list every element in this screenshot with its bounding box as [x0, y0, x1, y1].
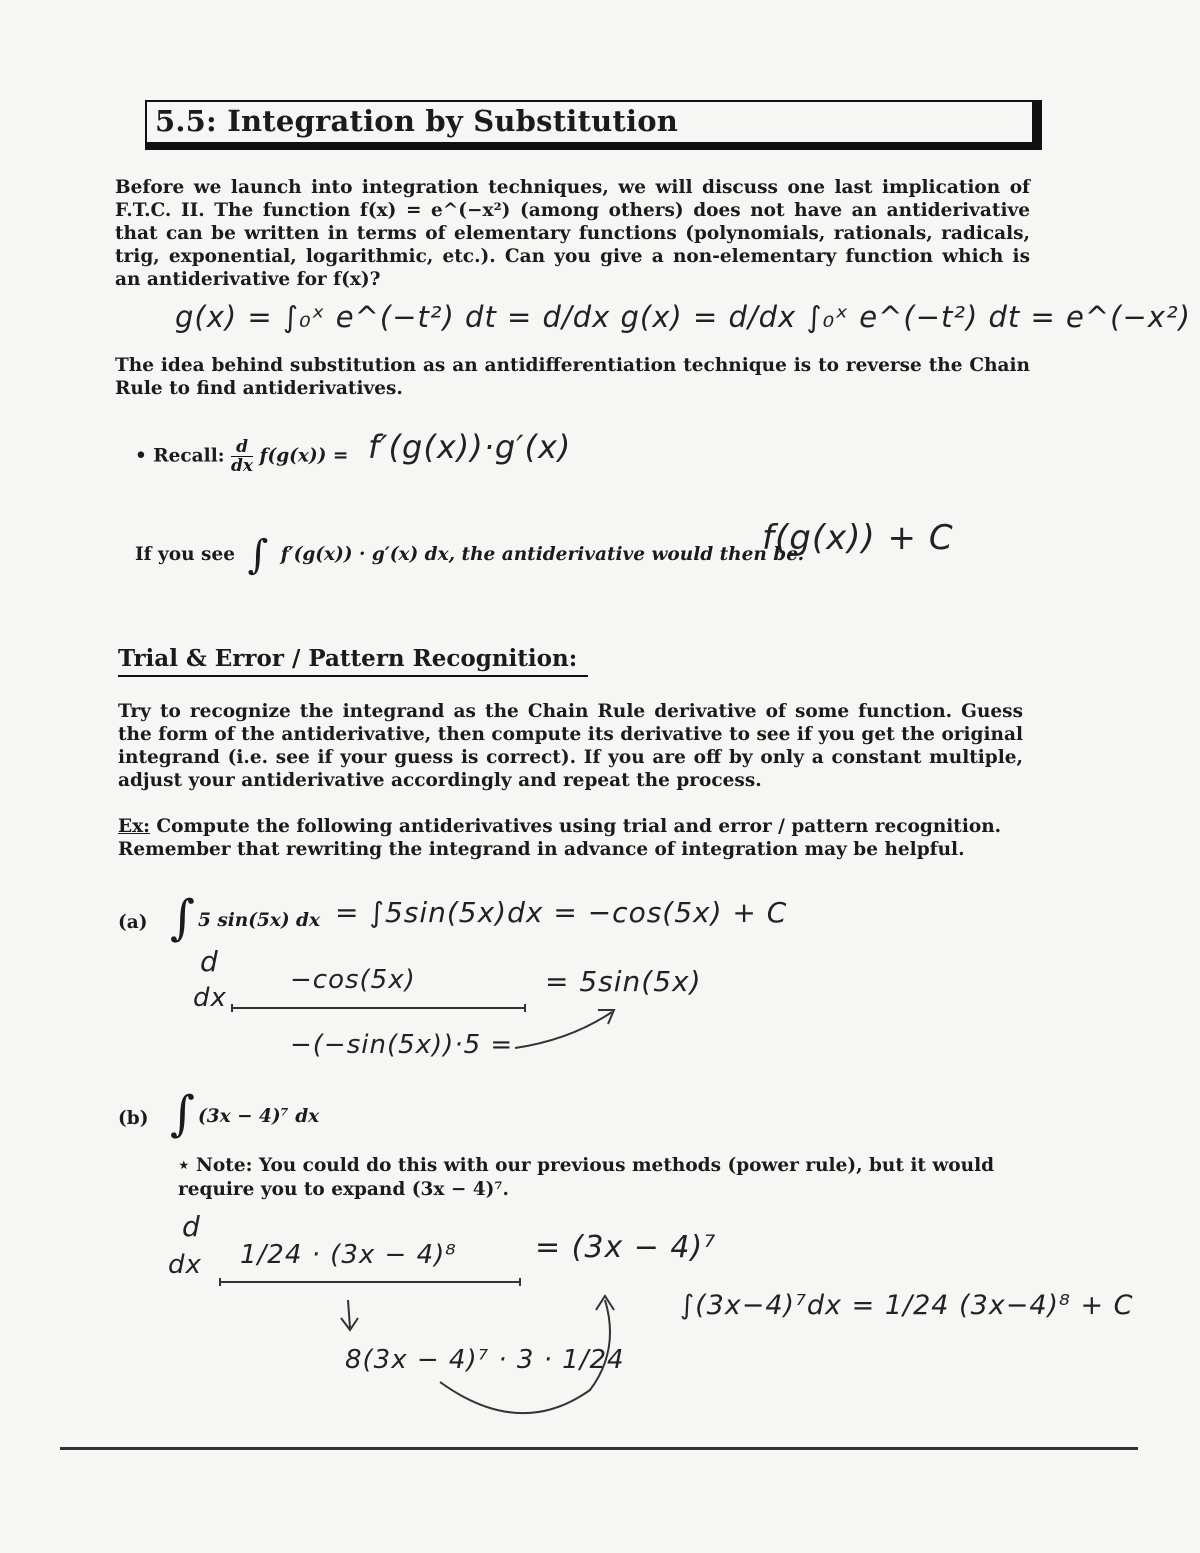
part-b-note: ⋆ Note: You could do this with our previous methods (power rule), but it would require you to expand (3x − 4)⁷. [178, 1155, 995, 1200]
part-b-down-arrow [341, 1300, 358, 1330]
part-b-bracket [220, 1278, 520, 1286]
part-b-hand-final: ∫(3x−4)⁷dx = 1/24 (3x−4)⁸ + C [680, 1290, 1134, 1321]
handwritten-antiderivative-answer: f(g(x)) + C [762, 518, 954, 558]
handwritten-antiderivative: g(x) = ∫₀ˣ e^(−t²) dt = d/dx g(x) = d/dx ∫₀ˣ e^(−t²) dt = e^(−x²) [175, 300, 1191, 334]
if-you-see-prefix: If you see [135, 544, 235, 565]
example-label: Ex: [118, 816, 150, 837]
part-b-label: (b) [118, 1108, 149, 1129]
fraction-numerator: d [231, 438, 253, 457]
idea-paragraph: The idea behind substitution as an antidifferentiation technique is to reverse the Chain Rule to find antiderivatives. [115, 355, 1030, 399]
part-a-hand-result: = 5sin(5x) [545, 965, 702, 998]
part-a-bracket [232, 1004, 525, 1012]
part-b-hand-derivative: 8(3x − 4)⁷ · 3 · 1/24 [345, 1345, 625, 1375]
part-a-integrand: 5 sin(5x) dx [198, 910, 321, 931]
fraction-denominator: dx [231, 456, 254, 476]
part-a-label: (a) [118, 912, 148, 933]
part-b-integrand: (3x − 4)⁷ dx [198, 1106, 320, 1127]
handwritten-chain-rule: f′(g(x))·g′(x) [368, 428, 572, 466]
part-a-hand-derivative: −(−sin(5x))·5 = [290, 1030, 514, 1060]
part-a-integral-sign: ∫ [170, 890, 196, 946]
example-text: Compute the following antiderivatives using trial and error / pattern recognition. Remember that rewriting the integrand in advance of integration may be helpful. [118, 816, 1002, 860]
part-b-hand-guess: 1/24 · (3x − 4)⁸ [240, 1240, 457, 1270]
page-title: 5.5: Integration by Substitution [155, 104, 679, 138]
if-you-see-expression: f′(g(x)) · g′(x) dx, the antiderivative would then be: [280, 544, 805, 565]
part-b-hand-d: d [182, 1210, 201, 1243]
part-a-arrow [515, 1012, 612, 1048]
method-paragraph: Try to recognize the integrand as the Chain Rule derivative of some function. Guess the form of the antiderivative, then compute its derivative to see if you get the original integrand (i.e. see if your guess is correct). If you are off by only a constant multiple, adjust your antiderivative accordingly and repeat the process. [118, 701, 1023, 791]
bottom-rule [60, 1447, 1138, 1450]
recall-label: • Recall: [135, 445, 225, 467]
part-b-hand-dx: dx [168, 1250, 202, 1280]
part-b-hand-result: = (3x − 4)⁷ [535, 1230, 717, 1265]
part-a-hand-d: d [200, 945, 219, 978]
part-a-hand-guess: −cos(5x) [290, 965, 416, 995]
part-a-hand-dx: dx [193, 983, 227, 1013]
part-b-curved-arrow [440, 1300, 610, 1413]
part-b-integral-sign: ∫ [170, 1086, 196, 1142]
intro-paragraph: Before we launch into integration techniques, we will discuss one last implication of F.T.C. II. The function f(x) = e^(−x²) (among others) does not have an antiderivative that can be written in terms of elementary functions (polynomials, rationals, radicals, trig, exponential, logarithmic, etc.). Can you give a non-elementary function which is an antiderivative for f(x)? [115, 177, 1030, 290]
part-a-handwritten-answer: = ∫5sin(5x)dx = −cos(5x) + C [335, 896, 788, 929]
integral-sign: ∫ [247, 532, 269, 578]
recall-expression: f(g(x)) = [259, 445, 349, 467]
section-heading: Trial & Error / Pattern Recognition: [118, 645, 588, 677]
